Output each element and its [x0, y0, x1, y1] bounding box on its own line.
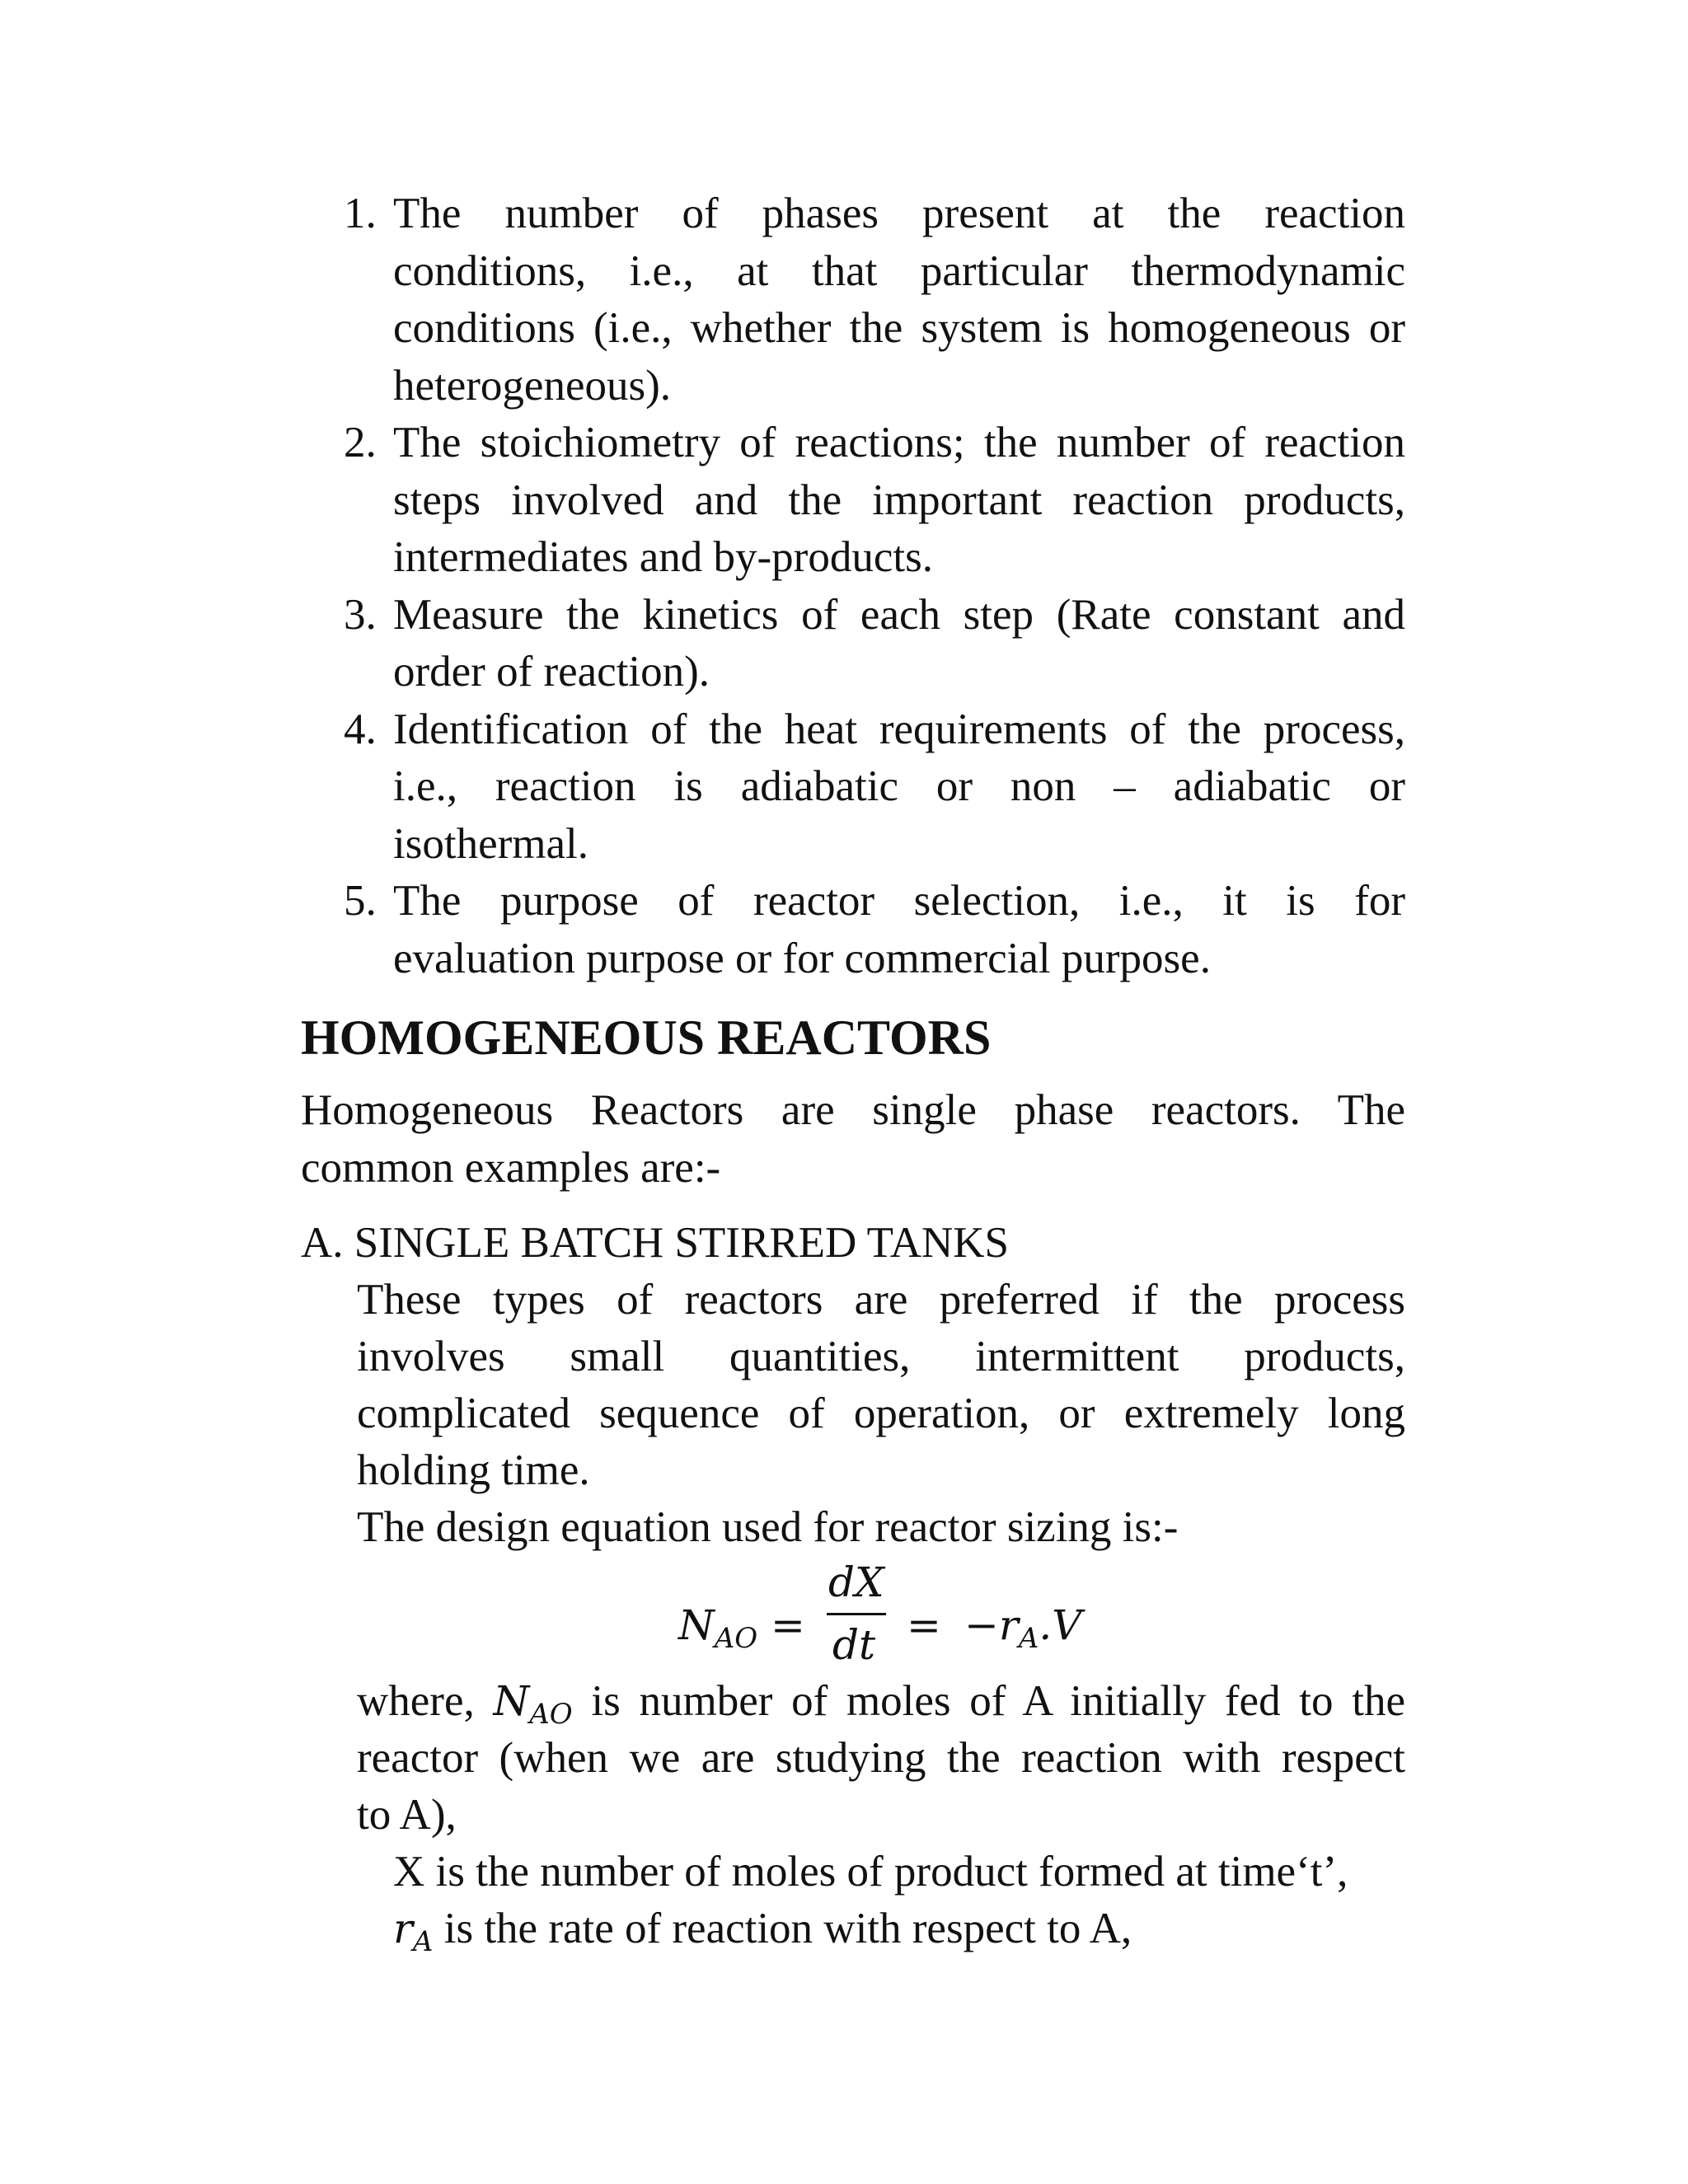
list-number: 1.	[344, 190, 377, 237]
list-line: conditions, i.e., at that particular thermodynamic	[393, 246, 1405, 295]
subsection	[301, 1215, 1405, 1957]
intro-paragraph	[301, 1081, 1405, 1197]
list-number: 2.	[344, 419, 377, 466]
list-item	[301, 701, 1405, 874]
list-line: Identification of the heat requirements of the process,	[393, 705, 1405, 753]
where-paragraph	[301, 1673, 1405, 1844]
paragraph-line: complicated sequence of operation, or extremely long	[357, 1390, 1405, 1437]
batch-paragraph	[301, 1272, 1405, 1556]
subsection-heading: A. SINGLE BATCH STIRRED TANKS	[301, 1219, 1010, 1267]
list-line: i.e., reaction is adiabatic or non – adiabatic or	[393, 762, 1405, 810]
equation-lhs: $N_{AO}$	[678, 1601, 758, 1655]
list-item	[301, 587, 1405, 701]
list-line: isothermal.	[393, 819, 588, 868]
section-heading: HOMOGENEOUS REACTORS	[301, 1010, 992, 1065]
equation-numerator: dX	[828, 1558, 884, 1606]
design-equation-intro: The design equation used for reactor sizing is:-	[357, 1503, 1179, 1551]
paragraph-line: These types of reactors are preferred if the process	[357, 1276, 1405, 1324]
paragraph-line: where, $N_{AO}$ is number of moles of A initially fed to the	[357, 1677, 1406, 1731]
equation-denominator: dt	[832, 1621, 876, 1669]
list-number: 5.	[344, 877, 377, 925]
list-line: order of reaction).	[393, 648, 710, 696]
list-item	[301, 415, 1405, 587]
equation-rhs: $-r_A.V$	[964, 1601, 1082, 1655]
definitions	[301, 1844, 1405, 1957]
paragraph-line: involves small quantities, intermittent products,	[357, 1333, 1405, 1380]
list-line: The purpose of reactor selection, i.e., it is for	[393, 877, 1405, 925]
list-line: The stoichiometry of reactions; the number of reaction	[393, 419, 1405, 466]
list-item	[301, 873, 1405, 987]
list-line: steps involved and the important reaction products,	[393, 476, 1405, 524]
fraction-bar	[827, 1613, 886, 1615]
list-number: 3.	[344, 590, 377, 639]
definition-x: X is the number of moles of product formed at time‘t’,	[393, 1848, 1348, 1896]
list-line: heterogeneous).	[393, 361, 671, 410]
list-line: evaluation purpose or for commercial purpose.	[393, 934, 1211, 982]
numbered-list	[301, 185, 1405, 987]
paragraph-line: Homogeneous Reactors are single phase reactors. The	[301, 1086, 1405, 1134]
document-page	[301, 185, 1405, 1957]
list-line: The number of phases present at the reaction	[393, 190, 1405, 237]
equation-equals: =	[907, 1601, 941, 1649]
list-line: Measure the kinetics of each step (Rate constant and	[393, 590, 1405, 639]
paragraph-line: holding time.	[357, 1446, 590, 1494]
equation-equals: =	[771, 1601, 805, 1649]
definition-ra: $r_A$ is the rate of reaction with respect to A,	[393, 1905, 1132, 1958]
list-number: 4.	[344, 705, 377, 753]
paragraph-line: reactor (when we are studying the reaction with respect	[357, 1734, 1405, 1782]
paragraph-line: common examples are:-	[301, 1144, 721, 1192]
paragraph-line: to A),	[357, 1791, 457, 1839]
list-item	[301, 185, 1405, 415]
design-equation	[301, 1556, 1405, 1680]
list-line: conditions (i.e., whether the system is homogeneous or	[393, 304, 1405, 352]
list-line: intermediates and by-products.	[393, 533, 933, 581]
